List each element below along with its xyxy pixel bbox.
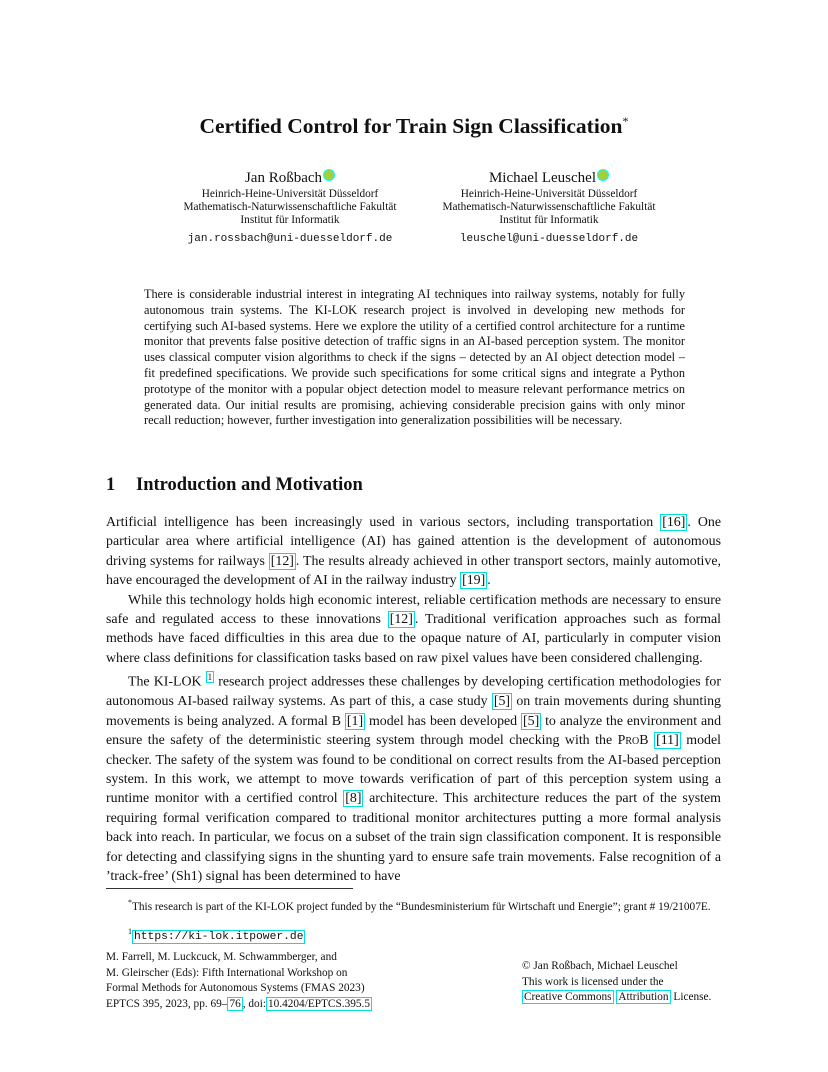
author-name: Michael Leuschel xyxy=(488,170,597,186)
author-name: Jan Roßbach xyxy=(244,170,323,186)
citation-link[interactable]: [5] xyxy=(493,694,511,710)
doi-link[interactable]: 10.4204/EPTCS.395.5 xyxy=(267,997,370,1010)
citation-link[interactable]: [5] xyxy=(523,713,540,729)
footnote-rule xyxy=(106,888,353,889)
creative-commons-link[interactable]: Creative Commons xyxy=(524,991,612,1003)
abstract: There is considerable industrial interest in integrating AI techniques into railway systems, notably for fully autonomous train systems. The KI-LOK research project is involved in developing new methods for certifying such AI-based systems. Here we explore the utility of a certified control architecture for a runtime monitor that prevents false positive detection of traffic signs in an AI-based perception system. The monitor uses classical computer vision algorithms to check if the signs – detected by an AI object detection model – fit predefined specifications. We provide such specifications for some critical signs and integrate a Python prototype of the monitor with a popular object detection model to measure relevant performance metrics on generated data. Our initial results are promising, achieving considerable precision gains with only minor recall reduction; however, further investigation into generalization possibilities will be necessary. xyxy=(144,287,685,428)
author-block-1 xyxy=(140,168,440,245)
paragraph: Artificial intelligence has been increasingly used in various sectors, including transportation [16] . One particular area where artificial intelligence (AI) has gained attention is the development of autonomous driving systems for railways [12] . The results already achieved in other transport sectors, mainly automotive, have encouraged the development of AI in the railway industry [19] . xyxy=(106,515,722,589)
footnote-url-link[interactable]: https://ki-lok.itpower.de xyxy=(134,930,304,943)
title-text: Certified Control for Train Sign Classification xyxy=(199,114,623,139)
prob-tool-name: ProB xyxy=(617,733,649,749)
section-heading xyxy=(106,475,363,496)
affiliation: Mathematisch-Naturwissenschaftliche Fakultät xyxy=(183,201,397,213)
citation-link[interactable]: [11] xyxy=(656,733,679,749)
last-page-link[interactable]: 76 xyxy=(229,997,241,1010)
citation-link[interactable]: [12] xyxy=(270,553,294,569)
license-block: © Jan Roßbach, Michael Leuschel This work is licensed under the Creative Commons Attribution License. xyxy=(522,960,712,1003)
orcid-icon[interactable] xyxy=(597,169,609,181)
publication-meta: M. Farrell, M. Luckcuck, M. Schwammberger, and M. Gleirscher (Eds): Fifth International Workshop on Formal Methods for Autonomous Systems (FMAS 2023) EPTCS 395, 2023, pp. 69– 76 , doi: 10.4204/EPTCS.395.5 xyxy=(106,951,370,1010)
author-email: leuschel@uni-duesseldorf.de xyxy=(459,233,639,245)
paragraph: The KI-LOK $^1$ research project addresses these challenges by developing certification methodologies for autonomous AI-based railway systems. As part of this, a case study [5] on train movements during shunting movements is being analyzed. A formal B [1] model has been developed [5] to analyze the environment and ensure the safety of the deterministic steering system through model checking with the ProB [11] model checker. The safety of the system was found to be conditional on correct results from the AI-based perception system. In this work, we attempt to move towards verification of part of this perception system using a runtime monitor with a certified control [8] architecture. This architecture reduces the part of the system requiring formal verification compared to traditional monitor architectures putting a more formal analysis back into reach. In particular, we focus on a subset of the train sign classification component. It is responsible for detecting and classifying signs in the shunting yard to ensure safe train movements. False recognition of a ’track-free’ (Sh1) signal has been determined to have xyxy=(106,672,722,884)
footnote-1 xyxy=(106,925,721,944)
title-footnote-mark[interactable]: * xyxy=(622,114,629,128)
footnote-mark: * xyxy=(128,898,132,907)
author-email: jan.rossbach@uni-duesseldorf.de xyxy=(187,233,393,245)
footnote-star: *This research is part of the KI-LOK project funded by the “Bundesministerium für Wirtschaft und Energie”; grant # 19/21007E. xyxy=(128,898,711,913)
attribution-link[interactable]: Attribution xyxy=(618,991,669,1003)
paragraph: While this technology holds high economic interest, reliable certification methods are necessary to ensure safe and regulated access to these innovations [12] . Traditional verification approaches such as formal methods have faced difficulties in this area due to the opaque nature of AI, particularly in computer vision where class definitions for classification tasks based on raw pixel values have been considered challenging. xyxy=(106,592,721,666)
body-text xyxy=(106,513,721,886)
citation-link[interactable]: [19] xyxy=(462,573,486,589)
orcid-icon[interactable] xyxy=(323,169,335,181)
author-block-2 xyxy=(399,168,699,245)
affiliation: Institut für Informatik xyxy=(499,214,599,226)
affiliation: Heinrich-Heine-Universität Düsseldorf xyxy=(460,188,638,200)
citation-link[interactable]: [16] xyxy=(662,515,686,530)
footnote-link[interactable]: 1 xyxy=(207,672,213,683)
affiliation: Institut für Informatik xyxy=(240,214,340,226)
section-title: Introduction and Motivation xyxy=(136,475,363,495)
affiliation: Mathematisch-Naturwissenschaftliche Fakultät xyxy=(442,201,656,213)
section-number: 1 xyxy=(106,475,116,495)
footnote-mark: 1 xyxy=(128,927,132,936)
paper-title xyxy=(0,114,828,139)
affiliation: Heinrich-Heine-Universität Düsseldorf xyxy=(201,188,379,200)
citation-link[interactable]: [8] xyxy=(345,791,362,807)
citation-link[interactable]: [1] xyxy=(346,713,364,729)
citation-link[interactable]: [12] xyxy=(389,612,413,628)
